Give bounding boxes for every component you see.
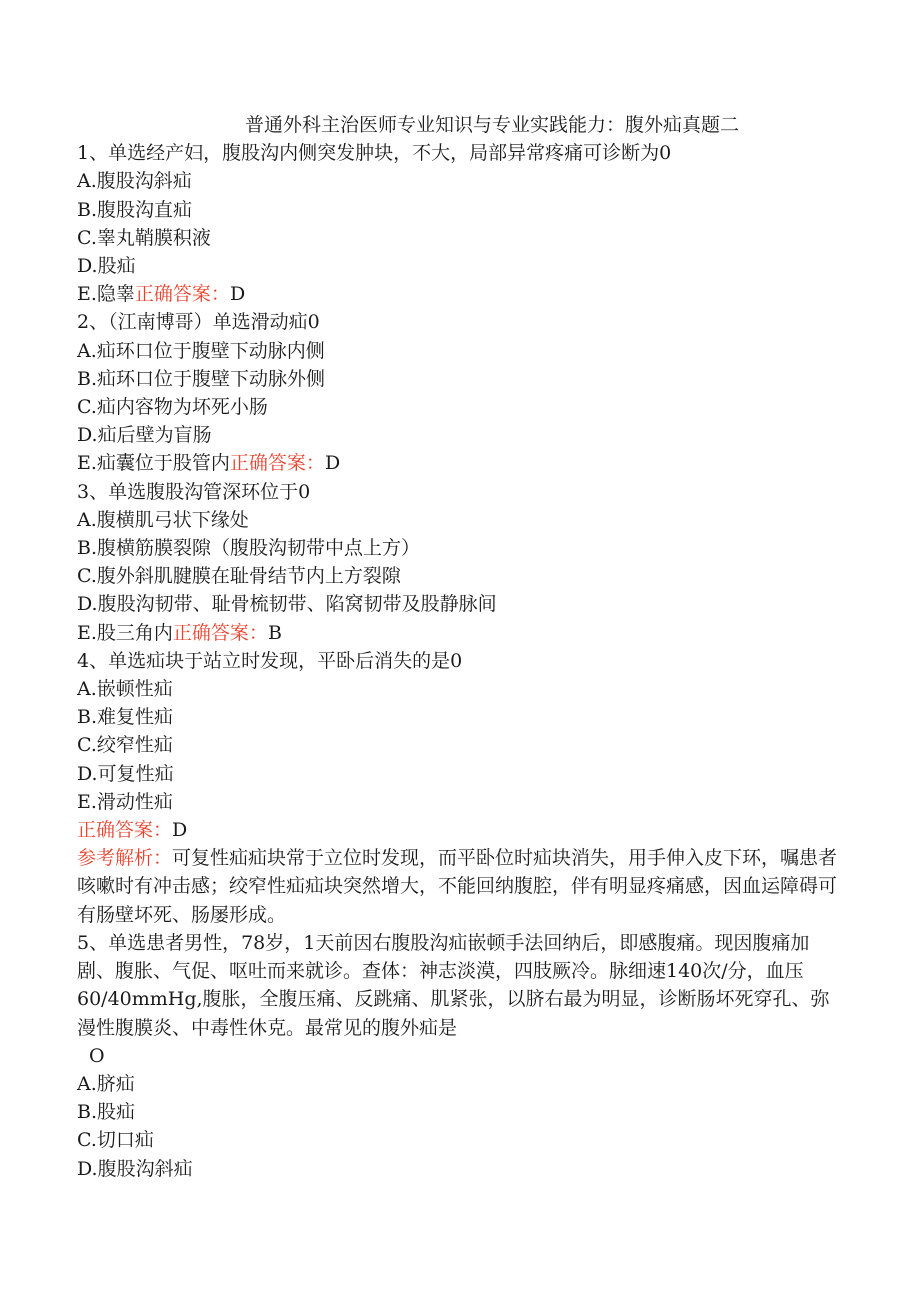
question-4-option-a: A.嵌顿性疝: [77, 678, 173, 701]
question-5-option-a: A.脐疝: [77, 1072, 135, 1095]
question-2-answer-label: 正确答案：: [229, 452, 325, 475]
question-1-option-c: C.睾丸鞘膜积液: [77, 226, 211, 249]
question-3-answer: B: [267, 621, 282, 644]
question-4-analysis-text: 可复性疝疝块常于立位时发现，而平卧位时疝块消失，用手伸入皮下环，嘱患者咳嗽时有冲击感；绞窄性疝疝块突然增大，不能回纳腹腔，伴有明显疼痛感，因血运障碍可有肠壁坏死、肠屡形成。: [77, 847, 838, 926]
question-5-option-c: C.切口疝: [77, 1129, 154, 1152]
question-4-option-c: C.绞窄性疝: [77, 734, 173, 757]
question-5-blank: O: [89, 1044, 105, 1067]
question-3-option-a: A.腹横肌弓状下缘处: [77, 508, 249, 531]
question-1-option-b: B.腹股沟直疝: [77, 198, 193, 221]
question-4-option-e: E.滑动性疝: [77, 790, 173, 813]
question-5-option-d: D.腹股沟斜疝: [77, 1157, 193, 1180]
document-page: [77, 111, 847, 1183]
document-title: 普通外科主治医师专业知识与专业实践能力：腹外疝真题二: [244, 114, 739, 136]
question-5-stem: 5、单选患者男性，78岁，1天前因右腹股沟疝嵌顿手法回纳后，即感腹痛。现因腹痛加剧、腹胀、气促、呕吐而来就诊。查体：神志淡漠，四肢厥冷。脉细速140次/分，血压60/40mmHg,腹胀，全腹压痛、反跳痛、肌紧张，以脐右最为明显，诊断肠坏死穿孔、弥漫性腹膜炎、中毒性休克。最常见的腹外疝是: [77, 931, 830, 1039]
question-4-option-d: D.可复性疝: [77, 762, 174, 785]
question-1-answer: D: [229, 283, 246, 306]
question-4-stem: 4、单选疝块于站立时发现，平卧后消失的是0: [77, 649, 463, 672]
question-1-answer-label: 正确答案：: [134, 283, 230, 306]
question-4-answer: D: [172, 819, 188, 842]
question-4-answer-line: [77, 816, 847, 844]
question-3-answer-label: 正确答案：: [172, 621, 268, 644]
question-1-option-e: E.隐睾: [77, 283, 135, 306]
question-4-analysis-label: 参考解析：: [77, 847, 173, 870]
question-3-option-e-with-answer: [77, 619, 847, 647]
question-1-option-a: A.腹股沟斜疝: [77, 170, 192, 193]
question-4-analysis: [77, 844, 847, 929]
question-3-option-d: D.腹股沟韧带、耻骨梳韧带、陷窝韧带及股静脉间: [77, 593, 497, 616]
question-2-option-d: D.疝后壁为盲肠: [77, 424, 212, 447]
question-4-option-b: B.难复性疝: [77, 706, 174, 729]
question-2-answer: D: [324, 452, 341, 475]
question-3-option-c: C.腹外斜肌腱膜在耻骨结节内上方裂隙: [77, 565, 401, 588]
question-2-option-e-with-answer: [77, 449, 847, 477]
question-2-option-e: E.疝囊位于股管内: [77, 452, 230, 475]
question-1-option-e-with-answer: [77, 280, 847, 308]
question-2-option-c: C.疝内容物为坏死小肠: [77, 396, 268, 419]
question-2-option-a: A.疝环口位于腹壁下动脉内侧: [77, 339, 325, 362]
question-4-answer-label: 正确答案：: [77, 819, 173, 842]
question-3-stem: 3、单选腹股沟管深环位于0: [77, 480, 311, 503]
question-3-option-e: E.股三角内: [77, 621, 173, 644]
question-2-option-b: B.疝环口位于腹壁下动脉外侧: [77, 367, 326, 390]
question-1-option-d: D.股疝: [77, 255, 136, 278]
question-2-stem: 2、（江南博哥）单选滑动疝0: [77, 311, 320, 334]
question-5-option-b: B.股疝: [77, 1101, 136, 1124]
question-1-stem: 1、单选经产妇，腹股沟内侧突发肿块，不大，局部异常疼痛可诊断为0: [77, 142, 672, 165]
question-3-option-b: B.腹横筋膜裂隙（腹股沟韧带中点上方）: [77, 537, 421, 560]
